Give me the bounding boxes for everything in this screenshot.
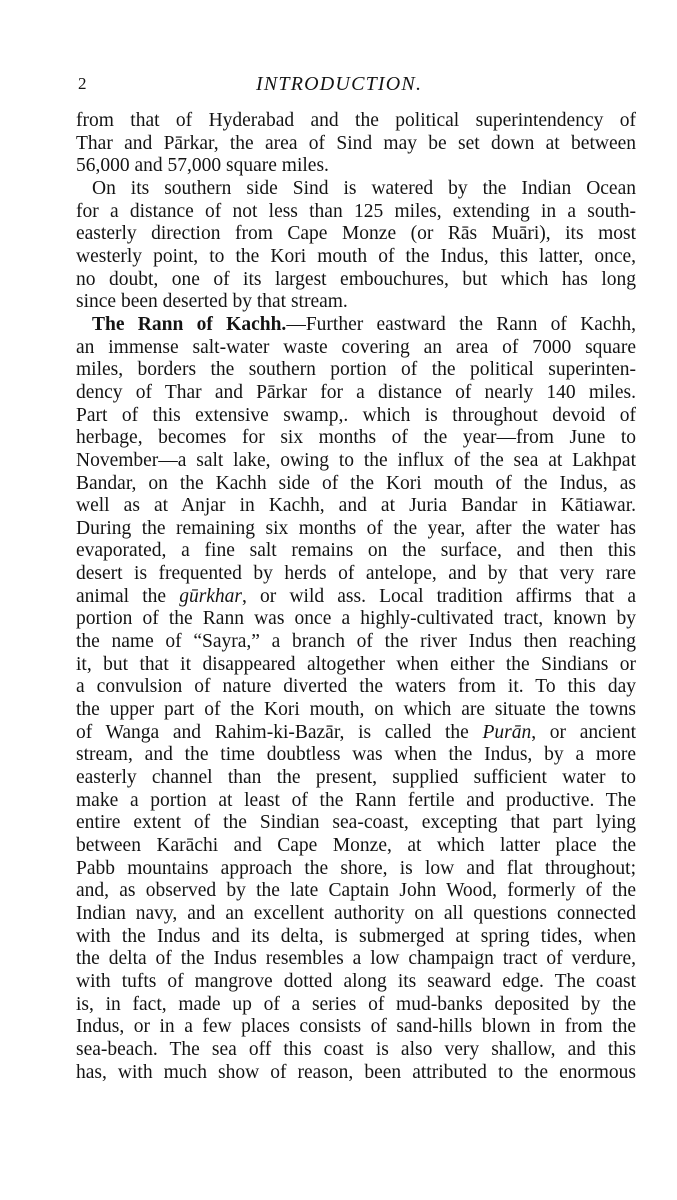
running-title: INTRODUCTION.: [256, 73, 423, 95]
italic-term: gūrkhar: [179, 585, 243, 607]
text-line: Thar and Pārkar, the area of Sind may be set down at between: [76, 132, 636, 154]
text-line: no doubt, one of its largest embouchures, but which has long: [76, 268, 636, 290]
paragraph: [76, 110, 636, 178]
text-line: Pabb mountains approach the shore, is low and flat throughout;: [76, 857, 636, 879]
text-line: and, as observed by the late Captain John Wood, formerly of the: [76, 880, 636, 902]
text-line: easterly channel than the present, supplied sufficient water to: [76, 767, 636, 789]
text-line: herbage, becomes for six months of the year—from June to: [76, 427, 636, 449]
text-line: portion of the Rann was once a highly-cultivated tract, known by: [76, 608, 636, 630]
text-line: stream, and the time doubtless was when the Indus, by a more: [76, 744, 636, 766]
text-line: westerly point, to the Kori mouth of the Indus, this latter, once,: [76, 245, 636, 267]
text-line: for a distance of not less than 125 miles, extending in a south-: [76, 200, 636, 222]
page-number: 2: [78, 74, 87, 93]
text-run: of Wanga and Rahim-ki-Bazār, is called the: [76, 721, 483, 743]
text-line: [76, 586, 636, 609]
italic-term: Purān: [482, 721, 532, 743]
text-line: with the Indus and its delta, is submerged at spring tides, when: [76, 925, 636, 947]
text-line: an immense salt-water waste covering an area of 7000 square: [76, 336, 636, 358]
text-line: well as at Anjar in Kachh, and at Juria Bandar in Kātiawar.: [76, 495, 636, 517]
text-line: Indian navy, and an excellent authority on all questions connected: [76, 902, 636, 924]
text-line: [76, 314, 636, 337]
text-line: Part of this extensive swamp,. which is throughout devoid of: [76, 404, 636, 426]
text-line: dency of Thar and Pārkar for a distance of nearly 140 miles.: [76, 381, 636, 403]
text-line: from that of Hyderabad and the political superintendency of: [76, 110, 636, 131]
text-line: since been deserted by that stream.: [76, 291, 348, 313]
text-line: evaporated, a fine salt remains on the surface, and then this: [76, 540, 636, 562]
text-line: it, but that it disappeared altogether when either the Sindians or: [76, 653, 636, 675]
text-line: has, with much show of reason, been attributed to the enormous: [76, 1061, 636, 1083]
text-line: On its southern side Sind is watered by the Indian Ocean: [92, 177, 636, 199]
text-line: is, in fact, made up of a series of mud-banks deposited by the: [76, 993, 636, 1015]
text-line: easterly direction from Cape Monze (or Rās Muāri), its most: [76, 223, 636, 245]
text-line: the delta of the Indus resembles a low champaign tract of verdure,: [76, 948, 636, 970]
text-line: miles, borders the southern portion of the political superinten-: [76, 359, 636, 381]
text-line: sea-beach. The sea off this coast is also very shallow, and this: [76, 1038, 636, 1060]
text-run: —Further eastward the Rann of Kachh,: [286, 313, 636, 335]
side-heading: The Rann of Kachh.: [92, 313, 287, 335]
text-run: , or wild ass. Local tradition affirms that a: [242, 585, 636, 607]
text-line: with tufts of mangrove dotted along its seaward edge. The coast: [76, 970, 636, 992]
text-line: November—a salt lake, owing to the influx of the sea at Lakhpat: [76, 449, 636, 471]
text-line: between Karāchi and Cape Monze, at which latter place the: [76, 835, 636, 856]
paragraph: [76, 314, 636, 1084]
text-line: a convulsion of nature diverted the waters from it. To this day: [76, 676, 636, 698]
text-line: the upper part of the Kori mouth, on which are situate the towns: [76, 699, 636, 721]
text-line: the name of “Sayra,” a branch of the river Indus then reaching: [76, 631, 636, 653]
paragraph: [76, 178, 636, 314]
text-line: During the remaining six months of the year, after the water has: [76, 517, 636, 539]
body-text: [76, 110, 636, 1084]
text-line: 56,000 and 57,000 square miles.: [76, 155, 329, 177]
text-line: make a portion at least of the Rann fertile and productive. The: [76, 789, 636, 811]
text-run: , or ancient: [531, 721, 636, 743]
text-line: Bandar, on the Kachh side of the Kori mouth of the Indus, as: [76, 472, 636, 494]
text-line: [76, 722, 636, 745]
text-line: desert is frequented by herds of antelope, and by that very rare: [76, 563, 636, 585]
text-run: animal the: [76, 585, 180, 607]
text-line: Indus, or in a few places consists of sand-hills blown in from the: [76, 1016, 636, 1038]
text-line: entire extent of the Sindian sea-coast, excepting that part lying: [76, 812, 636, 834]
